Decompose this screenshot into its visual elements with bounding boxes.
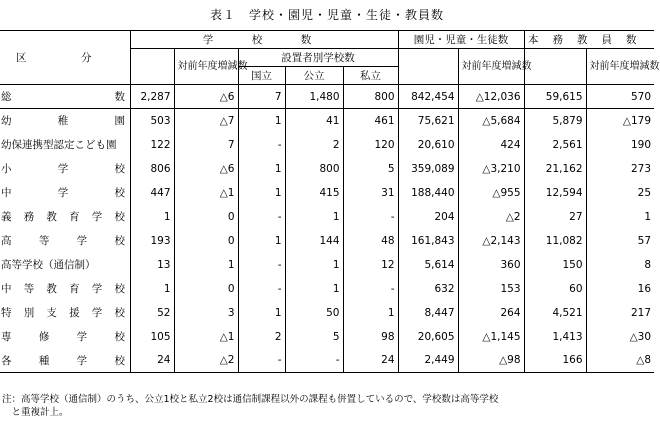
- row-category-char: 校: [114, 307, 125, 319]
- row-category-char: 校: [114, 211, 125, 223]
- table-row: [0, 229, 654, 253]
- row-category-char: 幼: [1, 115, 12, 128]
- cell-school-change: △6: [174, 157, 238, 181]
- row-category-char: 特: [1, 307, 12, 319]
- row-category-char: 校: [114, 354, 125, 367]
- row-category: [0, 157, 130, 181]
- row-category-char: 学: [91, 307, 103, 319]
- row-category-char: 種: [38, 354, 50, 367]
- cell-student-change: △98: [458, 349, 524, 373]
- cell-private: 461: [343, 109, 398, 133]
- row-category-char: 総: [1, 91, 12, 103]
- cell-students: 842,454: [398, 85, 458, 109]
- row-category: [0, 109, 130, 133]
- table-row: [0, 85, 654, 109]
- row-category-char: 校: [114, 235, 125, 247]
- cell-school-change: 0: [174, 229, 238, 253]
- row-category-char: 小: [1, 163, 12, 175]
- cell-public: 5: [285, 325, 343, 349]
- cell-school-change: 1: [174, 253, 238, 277]
- cell-national: 7: [238, 85, 285, 109]
- cell-teachers: 150: [524, 253, 586, 277]
- cell-teachers: 1,413: [524, 325, 586, 349]
- cell-students: 632: [398, 277, 458, 301]
- cell-public: 1: [285, 253, 343, 277]
- private-header: 私立: [343, 67, 398, 85]
- cell-private: 31: [343, 181, 398, 205]
- cell-private: 12: [343, 253, 398, 277]
- students-header: 園児・児童・生徒数: [398, 31, 524, 49]
- cell-teachers: 5,879: [524, 109, 586, 133]
- cell-private: 48: [343, 229, 398, 253]
- cell-student-change: △5,684: [458, 109, 524, 133]
- cell-school-change: △2: [174, 349, 238, 373]
- row-category-char: 教: [46, 283, 57, 295]
- cell-private: -: [343, 277, 398, 301]
- teachers-total-header: [524, 49, 586, 85]
- table-row: [0, 109, 654, 133]
- table-title: 表１ 学校・園児・児童・生徒・教員数: [209, 8, 444, 22]
- row-category-label: [1, 329, 127, 344]
- cell-student-change: 360: [458, 253, 524, 277]
- cell-private: 24: [343, 349, 398, 373]
- row-category-char: 支: [46, 307, 57, 319]
- table-row: [0, 277, 654, 301]
- cell-private: 800: [343, 85, 398, 109]
- row-category-spread: [1, 329, 125, 344]
- cell-schools: 24: [130, 349, 174, 373]
- cell-teacher-change: △8: [586, 349, 654, 373]
- cell-students: 5,614: [398, 253, 458, 277]
- cell-teachers: 2,561: [524, 133, 586, 157]
- cell-student-change: △955: [458, 181, 524, 205]
- public-header: 公立: [285, 67, 343, 85]
- row-category: [0, 85, 130, 109]
- table-row: [0, 133, 654, 157]
- cell-school-change: 0: [174, 205, 238, 229]
- cell-private: 1: [343, 301, 398, 325]
- cell-students: 204: [398, 205, 458, 229]
- row-category: [0, 229, 130, 253]
- row-category-char: 教: [46, 211, 57, 223]
- cell-student-change: 424: [458, 133, 524, 157]
- cell-students: 20,610: [398, 133, 458, 157]
- table-row: [0, 253, 654, 277]
- table-row: [0, 325, 654, 349]
- row-category: [0, 133, 130, 157]
- cell-student-change: △3,210: [458, 157, 524, 181]
- cell-national: -: [238, 133, 285, 157]
- cell-student-change: 153: [458, 277, 524, 301]
- row-category: [0, 253, 130, 277]
- row-category: [0, 349, 130, 373]
- cell-school-change: △7: [174, 109, 238, 133]
- row-category-spread: [1, 233, 125, 248]
- row-category-spread: [1, 209, 125, 224]
- row-category-char: 園: [114, 115, 125, 128]
- table-row: [0, 181, 654, 205]
- row-category: [0, 301, 130, 325]
- cell-national: 1: [238, 157, 285, 181]
- row-category-char: 専: [1, 331, 12, 343]
- cell-students: 359,089: [398, 157, 458, 181]
- row-category-char: 中: [1, 187, 12, 199]
- row-category-label: [1, 281, 127, 296]
- cell-teacher-change: 273: [586, 157, 654, 181]
- footnote: [2, 393, 652, 419]
- cell-teacher-change: 217: [586, 301, 654, 325]
- cell-students: 8,447: [398, 301, 458, 325]
- row-category-label: [1, 305, 127, 320]
- row-category-char: 学: [57, 163, 69, 175]
- row-category-char: 校: [114, 331, 125, 343]
- cell-national: -: [238, 349, 285, 373]
- row-category-char: 学: [91, 211, 103, 223]
- cell-schools: 1: [130, 205, 174, 229]
- row-category-label: [1, 89, 127, 104]
- cell-national: 1: [238, 109, 285, 133]
- row-category: [0, 277, 130, 301]
- cell-school-change: △6: [174, 85, 238, 109]
- cell-teachers: 21,162: [524, 157, 586, 181]
- row-category-spread: [1, 305, 125, 320]
- cell-teachers: 60: [524, 277, 586, 301]
- row-category-char: 学: [76, 354, 88, 367]
- row-category-char: 校: [114, 283, 125, 295]
- cell-public: -: [285, 349, 343, 373]
- cell-teacher-change: 570: [586, 85, 654, 109]
- row-category-char: 別: [23, 307, 35, 319]
- statistics-table: [0, 30, 660, 373]
- by-founder-header: 設置者別学校数: [238, 49, 398, 67]
- table-row: [0, 301, 654, 325]
- cell-private: 98: [343, 325, 398, 349]
- cell-schools: 1: [130, 277, 174, 301]
- cell-teachers: 12,594: [524, 181, 586, 205]
- row-category: [0, 181, 130, 205]
- cell-national: -: [238, 277, 285, 301]
- school-change-header: 対前年度増減数: [174, 49, 238, 85]
- cell-national: 1: [238, 229, 285, 253]
- cell-students: 75,621: [398, 109, 458, 133]
- row-category-label: [1, 185, 127, 200]
- cell-school-change: △1: [174, 181, 238, 205]
- cell-teachers: 166: [524, 349, 586, 373]
- row-category-char: 等: [38, 235, 50, 247]
- row-category-spread: [1, 89, 125, 104]
- teachers-header: 本務教員数: [524, 31, 654, 49]
- cell-private: 120: [343, 133, 398, 157]
- cell-schools: 193: [130, 229, 174, 253]
- cell-national: 1: [238, 301, 285, 325]
- cell-school-change: 3: [174, 301, 238, 325]
- cell-private: -: [343, 205, 398, 229]
- cell-public: 415: [285, 181, 343, 205]
- row-category: [0, 205, 130, 229]
- cell-teachers: 4,521: [524, 301, 586, 325]
- cell-teacher-change: 25: [586, 181, 654, 205]
- row-category-char: 義: [1, 211, 12, 223]
- row-category-char: 務: [23, 211, 35, 223]
- cell-private: 5: [343, 157, 398, 181]
- cell-teacher-change: 1: [586, 205, 654, 229]
- row-category-spread: [1, 113, 125, 128]
- row-category-char: 高: [1, 235, 12, 247]
- row-category-char: 校: [114, 187, 125, 199]
- cell-national: -: [238, 205, 285, 229]
- cell-teacher-change: 190: [586, 133, 654, 157]
- row-category-label: [1, 161, 127, 176]
- cell-public: 41: [285, 109, 343, 133]
- cell-public: 1: [285, 277, 343, 301]
- footnote-line-2: と重複計上。: [2, 407, 69, 418]
- row-category-char: 等: [23, 283, 35, 295]
- cell-teacher-change: △30: [586, 325, 654, 349]
- student-change-header: 対前年度増減数: [458, 49, 524, 85]
- table-row: [0, 205, 654, 229]
- cell-school-change: 7: [174, 133, 238, 157]
- cell-teacher-change: 16: [586, 277, 654, 301]
- cell-schools: 52: [130, 301, 174, 325]
- cell-public: 144: [285, 229, 343, 253]
- cell-public: 1,480: [285, 85, 343, 109]
- row-category-label: [1, 113, 127, 128]
- cell-teacher-change: 8: [586, 253, 654, 277]
- schools-total-header: [130, 49, 174, 85]
- cell-students: 20,605: [398, 325, 458, 349]
- schools-header: 学 校 数: [130, 31, 398, 49]
- cell-students: 161,843: [398, 229, 458, 253]
- cell-national: 1: [238, 181, 285, 205]
- table-row: [0, 349, 654, 373]
- cell-school-change: △1: [174, 325, 238, 349]
- row-category-char: 育: [69, 211, 80, 223]
- cell-school-change: 0: [174, 277, 238, 301]
- row-category-char: 学: [76, 235, 88, 247]
- row-category-label: [1, 353, 127, 368]
- cell-schools: 13: [130, 253, 174, 277]
- row-category-char: 数: [114, 91, 125, 103]
- cell-students: 188,440: [398, 181, 458, 205]
- row-category: [0, 325, 130, 349]
- row-category-spread: [1, 185, 125, 200]
- table-body: [0, 85, 654, 373]
- cell-teacher-change: 57: [586, 229, 654, 253]
- cell-student-change: △2,143: [458, 229, 524, 253]
- cell-public: 1: [285, 205, 343, 229]
- row-category-char: 稚: [57, 115, 69, 128]
- row-category-label: 幼保連携型認定こども園: [1, 139, 117, 151]
- cell-student-change: △2: [458, 205, 524, 229]
- cell-public: 800: [285, 157, 343, 181]
- row-category-char: 中: [1, 283, 12, 295]
- row-category-spread: [1, 281, 125, 296]
- cell-national: 2: [238, 325, 285, 349]
- row-category-label: [1, 233, 127, 248]
- cell-teachers: 59,615: [524, 85, 586, 109]
- cell-students: 2,449: [398, 349, 458, 373]
- students-total-header: [398, 49, 458, 85]
- row-category-label: 高等学校（通信制）: [1, 259, 96, 271]
- row-category-char: 各: [1, 354, 12, 367]
- row-category-char: 学: [57, 187, 69, 199]
- cell-student-change: 264: [458, 301, 524, 325]
- cell-schools: 447: [130, 181, 174, 205]
- teacher-change-header: 対前年度増減数: [586, 49, 654, 85]
- table-row: [0, 157, 654, 181]
- row-category-char: 育: [69, 283, 80, 295]
- cell-schools: 122: [130, 133, 174, 157]
- row-category-spread: [1, 161, 125, 176]
- national-header: 国立: [238, 67, 285, 85]
- cell-public: 2: [285, 133, 343, 157]
- row-category-spread: [1, 353, 125, 368]
- row-category-char: 校: [114, 163, 125, 175]
- cell-teachers: 27: [524, 205, 586, 229]
- cell-schools: 806: [130, 157, 174, 181]
- row-category-label: [1, 209, 127, 224]
- cell-national: -: [238, 253, 285, 277]
- cell-student-change: △12,036: [458, 85, 524, 109]
- row-category-char: 学: [91, 283, 103, 295]
- cell-teacher-change: △179: [586, 109, 654, 133]
- cell-public: 50: [285, 301, 343, 325]
- footnote-line-1: 注：高等学校（通信制）のうち、公立1校と私立2校は通信制課程以外の課程も併置しているので、学校数は高等学校: [2, 394, 499, 405]
- row-category-char: 援: [69, 307, 80, 319]
- cell-schools: 503: [130, 109, 174, 133]
- category-header: 区 分: [0, 31, 130, 85]
- cell-student-change: △1,145: [458, 325, 524, 349]
- row-category-char: 修: [38, 331, 50, 343]
- cell-schools: 2,287: [130, 85, 174, 109]
- cell-schools: 105: [130, 325, 174, 349]
- cell-teachers: 11,082: [524, 229, 586, 253]
- row-category-char: 学: [76, 331, 88, 343]
